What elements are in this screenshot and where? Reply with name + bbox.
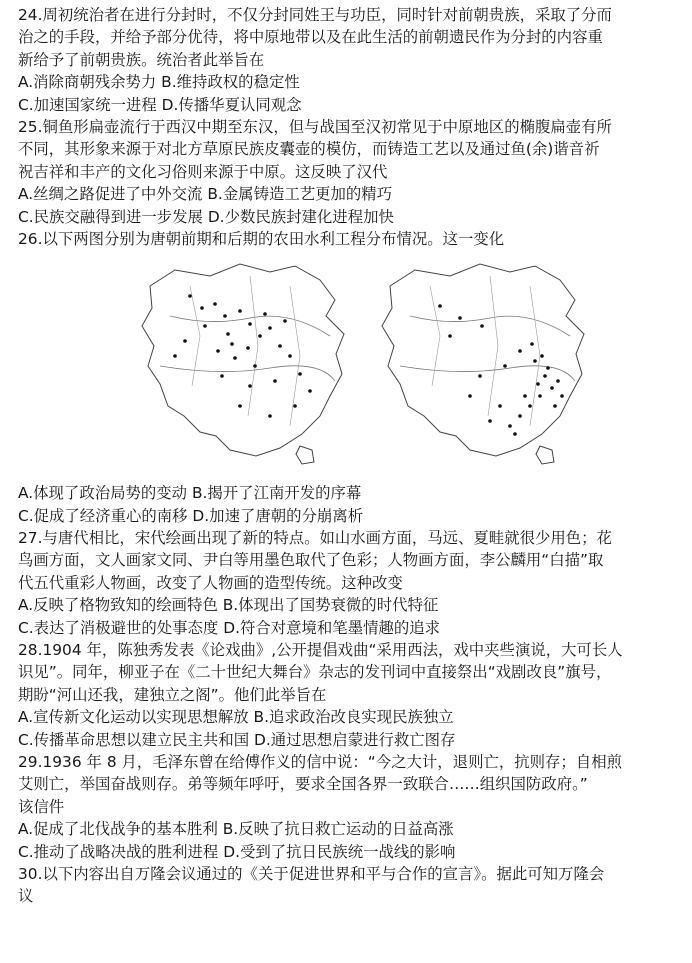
irrigation-project-dot: [543, 374, 547, 378]
irrigation-project-dot: [513, 432, 517, 436]
answer-options: A.促成了北伐战争的基本胜利 B.反映了抗日救亡运动的日益高涨: [18, 820, 454, 839]
late-tang-map: [370, 256, 598, 470]
question-text: 该信件: [18, 797, 65, 816]
question-24: [18, 4, 682, 116]
question-text: 新给予了前朝贵族。统治者此举旨在: [18, 50, 265, 69]
irrigation-project-dot: [226, 332, 230, 336]
irrigation-project-dot: [238, 404, 242, 408]
question-text: 24.周初统治者在进行分封时，不仅分封同姓王与功臣，同时针对前朝贵族，采取了分而: [18, 6, 612, 24]
question-text: 艾则亡，举国奋战则存。弟等频年呼吁，要求全国各界一致联合……组织国防政府。”: [18, 775, 588, 794]
question-26: [18, 228, 682, 527]
irrigation-project-dot: [536, 382, 540, 386]
irrigation-project-dot: [278, 344, 282, 348]
answer-options: A.体现了政治局势的变动 B.揭开了江南开发的序幕: [18, 484, 362, 503]
irrigation-project-dot: [508, 424, 512, 428]
irrigation-project-dot: [540, 354, 544, 358]
irrigation-project-dot: [550, 386, 554, 390]
question-text: 26.以下两图分别为唐朝前期和后期的农田水利工程分布情况。这一变化: [18, 229, 505, 248]
question-text: 不同，其形象来源于对北方草原民族皮囊壶的模仿，而铸造工艺以及通过鱼(余)谐音祈: [18, 140, 600, 159]
irrigation-project-dot: [560, 394, 564, 398]
answer-options: A.宣传新文化运动以实现思想解放 B.追求政治改良实现民族独立: [18, 708, 454, 727]
irrigation-project-dot: [216, 349, 220, 353]
irrigation-project-dot: [503, 364, 507, 368]
map-image: [370, 256, 598, 470]
irrigation-project-dot: [556, 379, 560, 383]
irrigation-project-dot: [468, 394, 472, 398]
question-text: 30.以下内容出自万隆会议通过的《关于促进世界和平与合作的宣言》。据此可知万隆会: [18, 864, 605, 883]
irrigation-project-dot: [246, 346, 250, 350]
answer-options: C.传播革命思想以建立民主共和国 D.通过思想启蒙进行救亡图存: [18, 730, 456, 749]
question-text: 28.1904 年，陈独秀发表《论戏曲》,公开提倡戏曲“采用西法，戏中夹些演说，大可长人: [18, 641, 623, 660]
irrigation-project-dot: [258, 334, 262, 338]
irrigation-project-dot: [530, 342, 534, 346]
irrigation-project-dot: [213, 302, 217, 306]
question-text: 期盼“河山还我，建独立之阁”。他们此举旨在: [18, 685, 327, 704]
question-30: [18, 863, 682, 908]
question-29: [18, 751, 682, 863]
irrigation-project-dot: [203, 324, 207, 328]
irrigation-maps: [18, 252, 682, 478]
question-text: 鸟画方面，文人画家文同、尹白等用墨色取代了色彩；人物画方面，李公麟用“白描”取: [18, 551, 604, 570]
irrigation-project-dot: [188, 294, 192, 298]
irrigation-project-dot: [458, 316, 462, 320]
irrigation-project-dot: [248, 384, 252, 388]
early-tang-map: [130, 256, 358, 470]
answer-options: C.民族交融得到进一步发展 D.少数民族封建化进程加快: [18, 207, 394, 226]
question-28: [18, 639, 682, 751]
irrigation-project-dot: [263, 312, 267, 316]
irrigation-project-dot: [523, 394, 527, 398]
irrigation-project-dot: [200, 306, 204, 310]
irrigation-project-dot: [308, 389, 312, 393]
answer-options: C.促成了经济重心的南移 D.加速了唐朝的分崩离析: [18, 506, 364, 525]
irrigation-project-dot: [288, 354, 292, 358]
answer-options: A.丝绸之路促进了中外交流 B.金属铸造工艺更加的精巧: [18, 185, 393, 204]
question-27: [18, 527, 682, 639]
irrigation-project-dot: [248, 322, 252, 326]
answer-options: A.消除商朝残余势力 B.维持政权的稳定性: [18, 73, 300, 92]
irrigation-project-dot: [518, 414, 522, 418]
irrigation-project-dot: [498, 404, 502, 408]
irrigation-project-dot: [553, 404, 557, 408]
irrigation-project-dot: [538, 394, 542, 398]
question-text: 27.与唐代相比，宋代绘画出现了新的特点。如山水画方面，马远、夏畦就很少用色；花: [18, 529, 612, 548]
irrigation-project-dot: [183, 339, 187, 343]
question-text: 识见”。同年，柳亚子在《二十世纪大舞台》杂志的发刊词中直接祭出“戏剧改良”旗号，: [18, 663, 612, 682]
question-text: 29.1936 年 8 月，毛泽东曾在给傅作义的信中说：“今之大计，退则亡，抗则存；自相煎: [18, 752, 622, 771]
irrigation-project-dot: [283, 319, 287, 323]
question-text: 治之的手段，并给予部分优待，将中原地带以及在此生活的前朝遗民作为分封的内容重: [18, 28, 603, 47]
irrigation-project-dot: [253, 364, 257, 368]
irrigation-project-dot: [488, 419, 492, 423]
irrigation-project-dot: [478, 374, 482, 378]
answer-options: C.加速国家统一进程 D.传播华夏认同观念: [18, 95, 302, 114]
irrigation-project-dot: [220, 374, 224, 378]
irrigation-project-dot: [528, 404, 532, 408]
irrigation-project-dot: [298, 372, 302, 376]
irrigation-project-dot: [230, 342, 234, 346]
question-text: 25.铜鱼形扁壶流行于西汉中期至东汉，但与战国至汉初常见于中原地区的椭腹扁壶有所: [18, 117, 612, 136]
answer-options: C.推动了战略决战的胜利进程 D.受到了抗日民族统一战线的影响: [18, 842, 456, 861]
irrigation-project-dot: [480, 324, 484, 328]
irrigation-project-dot: [223, 314, 227, 318]
irrigation-project-dot: [533, 359, 537, 363]
question-text: 代五代重彩人物画，改变了人物画的造型传统。这种改变: [18, 573, 403, 592]
irrigation-project-dot: [273, 379, 277, 383]
question-text: 祝吉祥和丰产的文化习俗则来源于中原。这反映了汉代: [18, 162, 388, 181]
question-text: 议: [18, 887, 34, 906]
irrigation-project-dot: [518, 349, 522, 353]
answer-options: C.表达了消极避世的处事态度 D.符合对意境和笔墨情趣的追求: [18, 618, 441, 637]
irrigation-project-dot: [173, 354, 177, 358]
map-image: [130, 256, 358, 470]
irrigation-project-dot: [268, 326, 272, 330]
irrigation-project-dot: [293, 404, 297, 408]
irrigation-project-dot: [546, 366, 550, 370]
irrigation-project-dot: [438, 304, 442, 308]
irrigation-project-dot: [448, 334, 452, 338]
irrigation-project-dot: [233, 356, 237, 360]
exam-page: [18, 4, 682, 908]
question-25: [18, 116, 682, 228]
irrigation-project-dot: [268, 414, 272, 418]
irrigation-project-dot: [238, 309, 242, 313]
answer-options: A.反映了格物致知的绘画特色 B.体现出了国势衰微的时代特征: [18, 596, 439, 615]
